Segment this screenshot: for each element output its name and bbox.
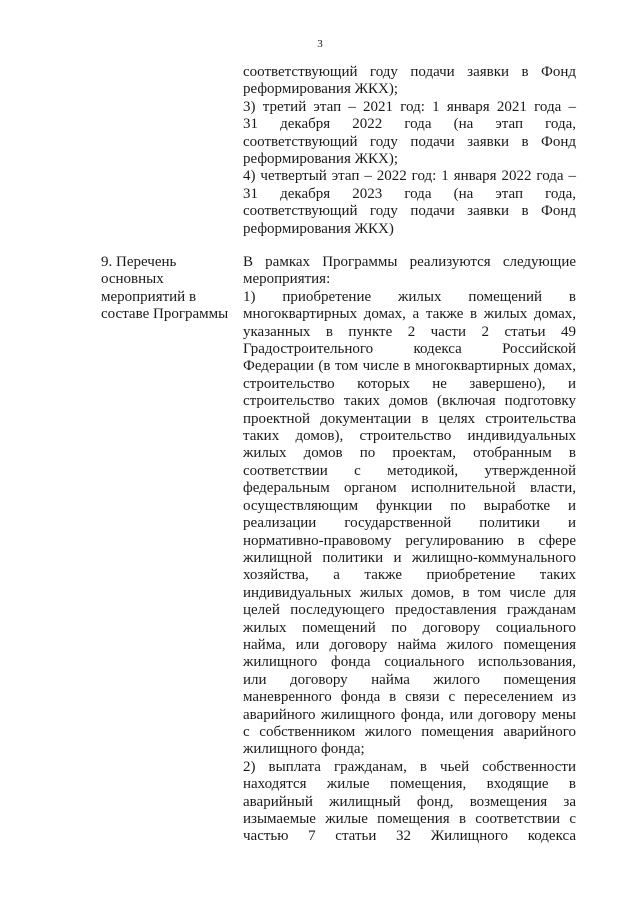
text-line: строительство таких домов (включая подготовку	[243, 393, 576, 410]
text-line: находятся жилые помещения, входящие в	[243, 776, 576, 793]
text-line: соответствующий году подачи заявки в Фонд	[243, 64, 576, 80]
text-line: жилых помещений по договору социального	[243, 619, 576, 636]
page-number: 3	[317, 38, 323, 50]
label-line: 9. Перечень	[101, 254, 177, 270]
text-line: 1) приобретение жилых помещений в	[243, 288, 576, 305]
text-line: с собственником жилого помещения аварийного	[243, 723, 576, 740]
text-line: частью 7 статьи 32 Жилищного кодекса	[243, 828, 576, 845]
text-line: аварийного жилищного фонда, или договору мены	[243, 706, 576, 723]
text-line: 2) выплата гражданам, в чьей собственности	[243, 758, 576, 775]
text-line: реализации государственной политики и	[243, 515, 576, 532]
label-line: мероприятий в	[101, 288, 197, 305]
text-line: осуществляющим функции по выработке и	[243, 497, 576, 514]
text-line: жилищного фонда социального использования,	[243, 654, 576, 671]
text-line: маневренного фонда в связи с переселением из	[243, 689, 576, 706]
text-line: целей последующего предоставления гражданам	[243, 602, 576, 619]
text-line: проектной документации в целях строительства	[243, 410, 576, 427]
text-line: жилищного фонда;	[243, 741, 365, 758]
text-line: Градостроительного кодекса Российской	[243, 341, 576, 358]
measures-description-text	[243, 254, 576, 846]
text-line: хозяйства, а также приобретение таких	[243, 567, 576, 584]
text-line: найма, или договору найма жилого помещения	[243, 636, 576, 653]
text-line: изымаемые жилые помещения в соответствии с	[243, 811, 576, 827]
text-line: аварийный жилищный фонд, возмещения за	[243, 793, 576, 810]
text-line: 4) четвертый этап – 2022 год: 1 января 2022 года –	[243, 168, 576, 185]
text-line: В рамках Программы реализуются следующие	[243, 254, 576, 270]
text-line: соответствии с методикой, утвержденной	[243, 462, 576, 479]
text-line: мероприятия:	[243, 271, 331, 288]
text-line: указанных в пункте 2 части 2 статьи 49	[243, 323, 576, 340]
text-line: или договору найма жилого помещения	[243, 671, 576, 688]
text-line: Федерации (в том числе в многоквартирных домах,	[243, 358, 576, 375]
stages-continuation-text	[243, 64, 576, 238]
text-line: 31 декабря 2023 года (на этап года,	[243, 185, 576, 202]
text-line: соответствующий году подачи заявки в Фонд	[243, 133, 576, 150]
text-line: индивидуальных жилых домов, в том числе для	[243, 584, 576, 601]
label-line: основных	[101, 271, 164, 288]
text-line: жилищной политики и жилищно-коммунального	[243, 549, 576, 566]
text-line: реформирования ЖКХ)	[243, 220, 394, 237]
text-line: таких домов), строительство индивидуальных	[243, 428, 576, 445]
text-line: реформирования ЖКХ);	[243, 81, 399, 98]
text-line: строительство которых не завершено), и	[243, 375, 576, 392]
text-line: федеральным органом исполнительной власти,	[243, 480, 576, 497]
row-label-measures-list	[101, 254, 239, 324]
text-line: 3) третий этап – 2021 год: 1 января 2021 года –	[243, 98, 576, 115]
text-line: многоквартирных домах, а также в жилых домах,	[243, 306, 576, 323]
label-line: составе Программы	[101, 306, 229, 323]
text-line: 31 декабря 2022 года (на этап года,	[243, 116, 576, 133]
text-line: реформирования ЖКХ);	[243, 151, 399, 168]
text-line: соответствующий году подачи заявки в Фонд	[243, 203, 576, 220]
text-line: нормативно-правовому регулированию в сфере	[243, 532, 576, 549]
text-line: жилых домов по проектам, отобранным в	[243, 445, 576, 462]
